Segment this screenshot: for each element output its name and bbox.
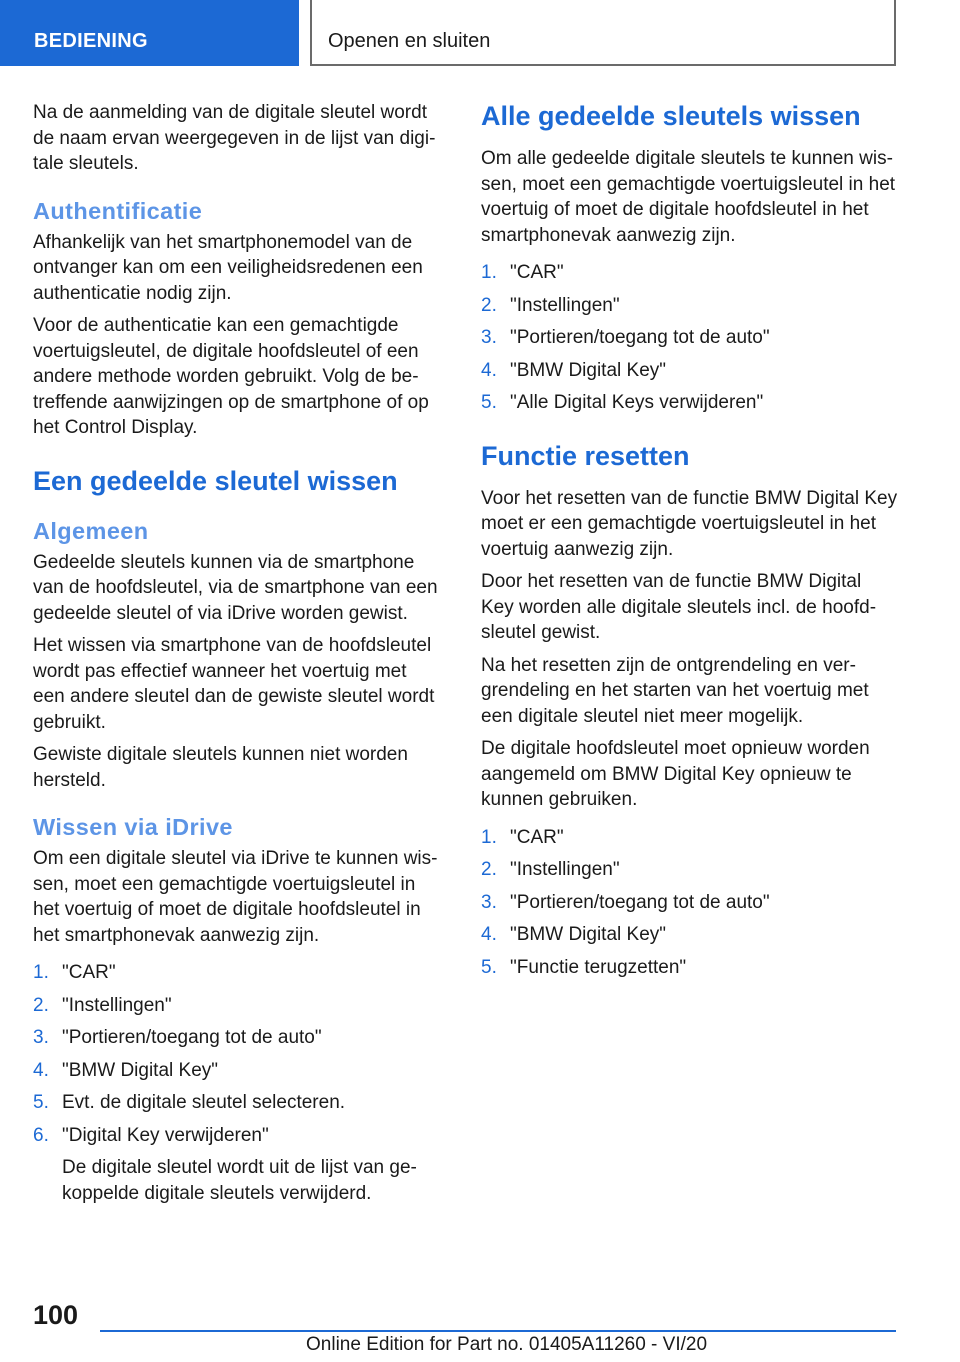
step-text: "Instellingen" — [62, 994, 172, 1016]
step-text: "CAR" — [62, 962, 116, 983]
intro-paragraph: Na de aanmelding van de digitale sleutel wordt de naam ervan weergegeven in de lijst van digitale sleutels. — [33, 102, 436, 174]
step-number: 5. — [481, 956, 497, 978]
general-paragraph-3: Gewiste digitale sleutels kunnen niet worden hersteld. — [33, 744, 408, 791]
step-note: De digitale sleutel wordt uit de lijst van gekoppelde digitale sleutels verwijderd. — [62, 1157, 417, 1204]
step-number: 3. — [481, 891, 497, 913]
step-number: 5. — [33, 1092, 49, 1113]
authentication-paragraph-2: Voor de authenticatie kan een gemachtigde voertuigsleutel, de digitale hoofdsleutel of een andere methode worden gebruikt. Volg de betreffende aanwijzingen op de smartphone of op het Control Display. — [33, 315, 429, 438]
left-column — [33, 100, 438, 1216]
general-heading: Algemeen — [33, 517, 149, 544]
list-item — [481, 260, 899, 286]
step-number: 2. — [33, 994, 49, 1016]
step-number: 4. — [33, 1059, 49, 1081]
reset-function-heading: Functie resetten — [481, 440, 690, 471]
general-paragraph-2: Het wissen via smartphone van de hoofdsleutel wordt pas effectief wanneer het voertuig met een andere sleutel dan de gewiste sleutel wordt gebruikt. — [33, 635, 435, 733]
list-item — [481, 857, 899, 883]
list-item — [33, 1058, 438, 1084]
step-number: 3. — [481, 327, 497, 348]
step-number: 2. — [481, 859, 497, 880]
list-item — [33, 1123, 438, 1207]
authentication-heading: Authentificatie — [33, 197, 203, 224]
chapter-tab — [0, 0, 299, 66]
list-item — [481, 358, 899, 384]
step-text: "CAR" — [510, 826, 564, 848]
step-text: "CAR" — [510, 262, 564, 283]
edition-text: Online Edition for Part no. 01405A11260 - VI/20 — [306, 1334, 708, 1355]
reset-steps-list — [481, 825, 899, 981]
step-number: 4. — [481, 924, 497, 945]
step-number: 3. — [33, 1027, 49, 1048]
step-text: "Digital Key verwijderen" — [62, 1124, 269, 1146]
step-number: 5. — [481, 392, 497, 413]
reset-paragraph-2: Door het resetten van de functie BMW Digital Key worden alle digitale sleutels incl. de hoofdsleutel gewist. — [481, 571, 877, 643]
right-column — [481, 100, 899, 990]
delete-shared-key-heading: Een gedeelde sleutel wissen — [33, 465, 398, 496]
list-item — [481, 890, 899, 916]
step-number: 6. — [33, 1124, 49, 1146]
step-number: 2. — [481, 294, 497, 316]
reset-paragraph-3: Na het resetten zijn de ontgrendeling en vergrendeling en het starten van het voertuig met een digitale sleutel niet meer mogelijk. — [481, 654, 869, 727]
step-number: 4. — [481, 359, 497, 381]
delete-all-steps-list — [481, 260, 899, 416]
section-title: Openen en sluiten — [328, 30, 491, 52]
chapter-title: BEDIENING — [34, 30, 148, 52]
step-text: "Portieren/toegang tot de auto" — [62, 1027, 322, 1048]
idrive-paragraph: Om een digitale sleutel via iDrive te kunnen wissen, moet een gemachtigde voertuigsleutel in het voertuig of moet de digitale hoofdsleutel in het smartphonevak aanwezig zijn. — [33, 848, 438, 946]
step-text: "Functie terugzetten" — [510, 956, 687, 978]
reset-paragraph-4: De digitale hoofdsleutel moet opnieuw worden aangemeld om BMW Digital Key opnieuw te kunnen gebruiken. — [481, 738, 870, 810]
reset-paragraph-1: Voor het resetten van de functie BMW Digital Key moet er een gemachtigde voertuigsleutel in het voertuig aanwezig zijn. — [481, 487, 898, 560]
step-text: "Portieren/toegang tot de auto" — [510, 891, 770, 913]
list-item — [481, 293, 899, 319]
step-text: "Instellingen" — [510, 294, 620, 316]
list-item — [33, 1025, 438, 1051]
list-item — [481, 922, 899, 948]
step-number: 1. — [33, 962, 49, 983]
list-item — [481, 825, 899, 851]
authentication-paragraph-1: Afhankelijk van het smartphonemodel van de ontvanger kan om een veiligheidsredenen een authenticatie nodig zijn. — [33, 231, 423, 304]
step-text: "BMW Digital Key" — [510, 924, 667, 945]
list-item — [33, 960, 438, 986]
step-text: "BMW Digital Key" — [510, 359, 667, 381]
delete-all-shared-keys-heading: Alle gedeelde sleutels wissen — [481, 101, 861, 131]
page-number: 100 — [33, 1300, 79, 1330]
step-text: "Portieren/toegang tot de auto" — [510, 327, 770, 348]
idrive-delete-heading: Wissen via iDrive — [33, 814, 233, 840]
general-paragraph-1: Gedeelde sleutels kunnen via de smartphone van de hoofdsleutel, via de smartphone van een gedeelde sleutel of via iDrive worden gewist. — [33, 551, 438, 624]
delete-all-paragraph: Om alle gedeelde digitale sleutels te kunnen wissen, moet een gemachtigde voertuigsleutel in het voertuig of moet de digitale hoofdsleutel in het smartphonevak aanwezig zijn. — [481, 148, 896, 246]
footer-divider — [100, 1330, 896, 1332]
section-header — [310, 0, 896, 66]
step-text: Evt. de digitale sleutel selecteren. — [62, 1092, 346, 1113]
list-item — [481, 390, 899, 416]
list-item — [33, 1090, 438, 1116]
list-item — [33, 993, 438, 1019]
step-number: 1. — [481, 826, 497, 848]
step-number: 1. — [481, 262, 497, 283]
list-item — [481, 325, 899, 351]
list-item — [481, 955, 899, 981]
step-text: "BMW Digital Key" — [62, 1059, 219, 1081]
idrive-steps-list — [33, 960, 438, 1206]
step-text: "Instellingen" — [510, 859, 620, 880]
step-text: "Alle Digital Keys verwijderen" — [510, 392, 764, 413]
